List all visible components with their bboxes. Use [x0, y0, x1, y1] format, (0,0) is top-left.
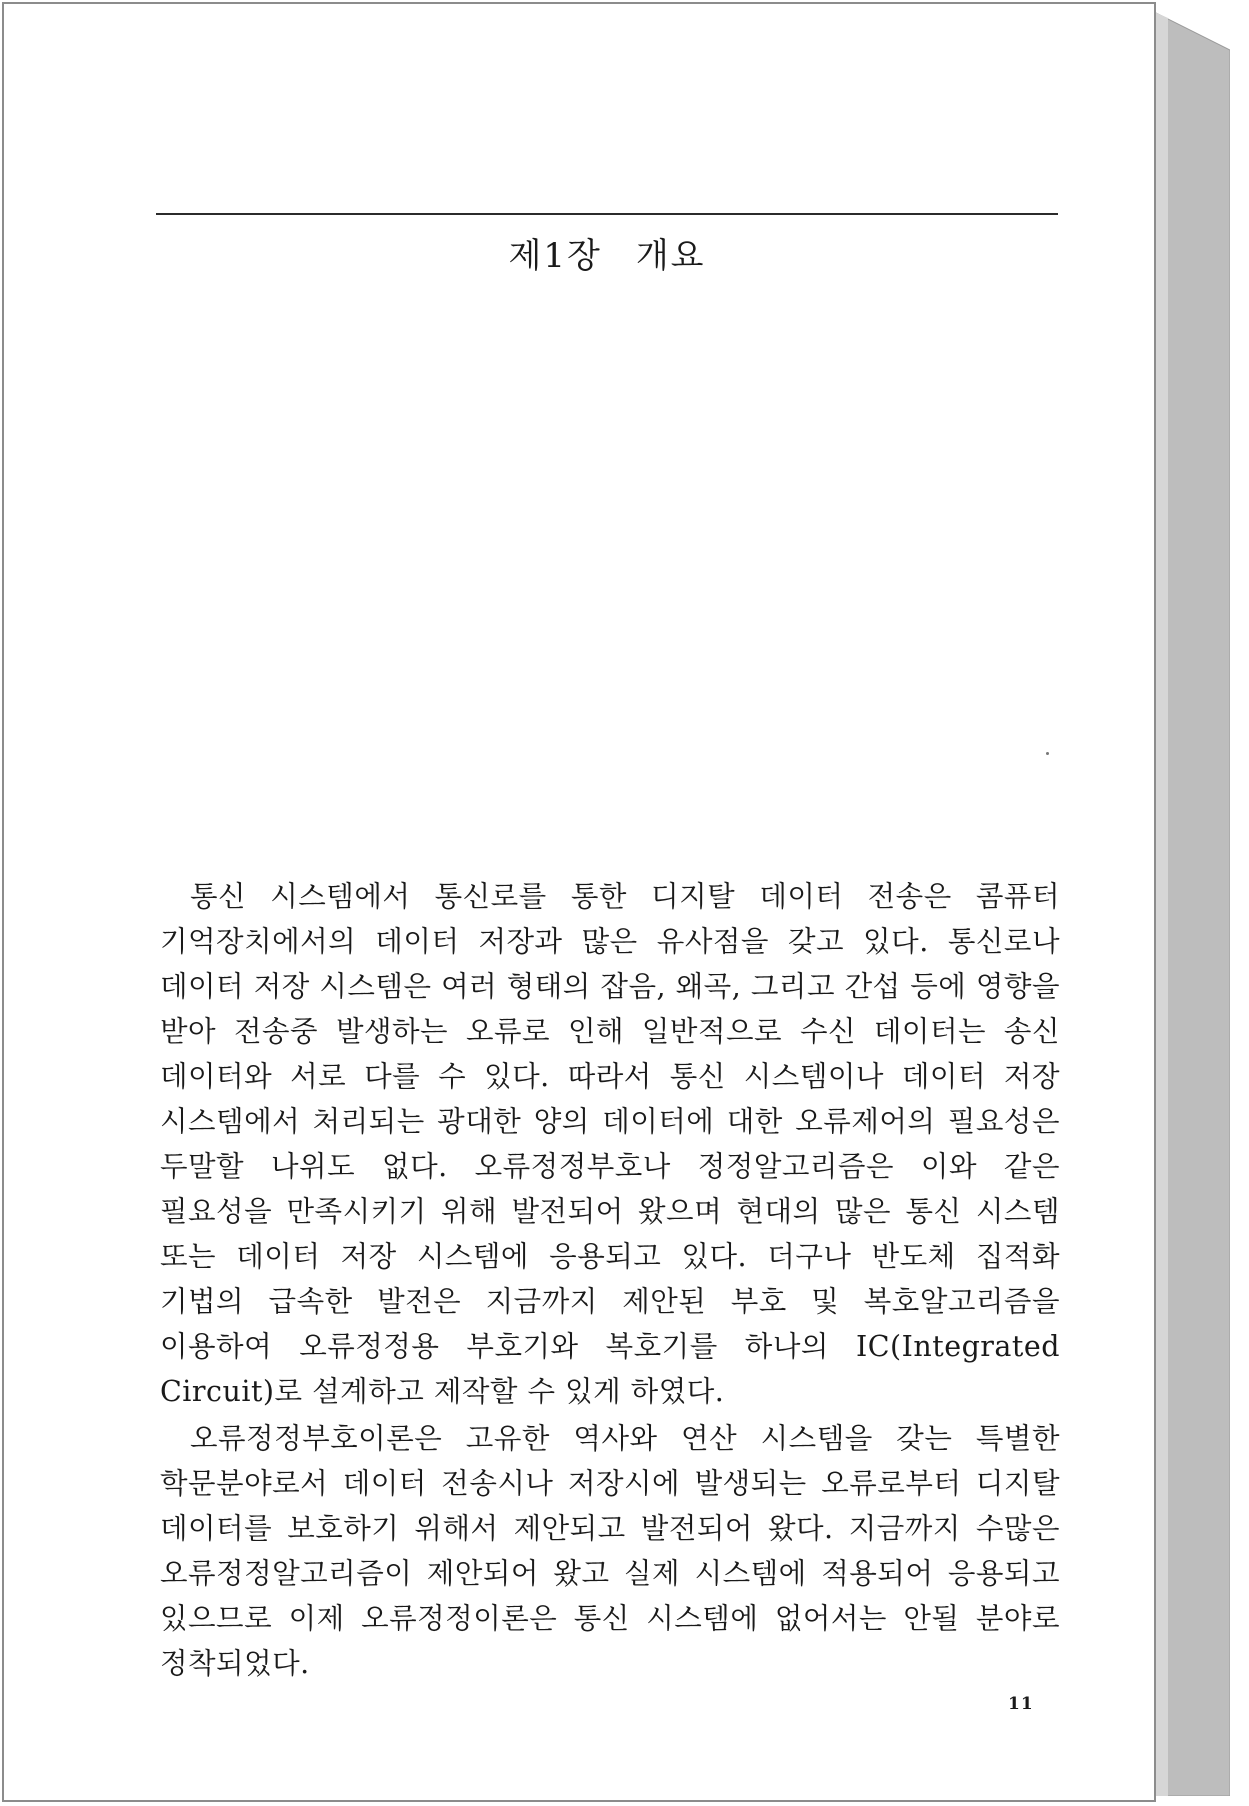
page-number: 11	[1008, 1694, 1034, 1714]
chapter-number-label: 제1장	[508, 236, 602, 276]
header-rule	[156, 213, 1058, 215]
page-stack-edge	[1150, 10, 1230, 1796]
body-text	[160, 874, 1060, 1686]
book-page	[2, 2, 1156, 1802]
chapter-title-text: 개요	[635, 236, 706, 276]
scan-speck	[1046, 752, 1049, 755]
paragraph: 통신 시스템에서 통신로를 통한 디지탈 데이터 전송은 콤퓨터 기억장치에서의 데이터 저장과 많은 유사점을 갖고 있다. 통신로나 데이터 저장 시스템은 여러 형태의 잡음, 왜곡, 그리고 간섭 등에 영향을 받아 전송중 발생하는 오류로 인해 일반적으로 수신 데이터는 송신 데이터와 서로 다를 수 있다. 따라서 통신 시스템이나 데이터 저장 시스템에서 처리되는 광대한 양의 데이터에 대한 오류제어의 필요성은 두말할 나위도 없다. 오류정정부호나 정정알고리즘은 이와 같은 필요성을 만족시키기 위해 발전되어 왔으며 현대의 많은 통신 시스템 또는 데이터 저장 시스템에 응용되고 있다. 더구나 반도체 집적화 기법의 급속한 발전은 지금까지 제안된 부호 및 복호알고리즘을 이용하여 오류정정용 부호기와 복호기를 하나의 IC(Integrated Circuit)로 설계하고 제작할 수 있게 하였다.	[160, 880, 1060, 1408]
chapter-title	[156, 226, 1058, 286]
paragraph: 오류정정부호이론은 고유한 역사와 연산 시스템을 갖는 특별한 학문분야로서 데이터 전송시나 저장시에 발생되는 오류로부터 디지탈 데이터를 보호하기 위해서 제안되고 발전되어 왔다. 지금까지 수많은 오류정정알고리즘이 제안되어 왔고 실제 시스템에 적용되어 응용되고 있으므로 이제 오류정정이론은 통신 시스템에 없어서는 안될 분야로 정착되었다.	[160, 1422, 1060, 1680]
